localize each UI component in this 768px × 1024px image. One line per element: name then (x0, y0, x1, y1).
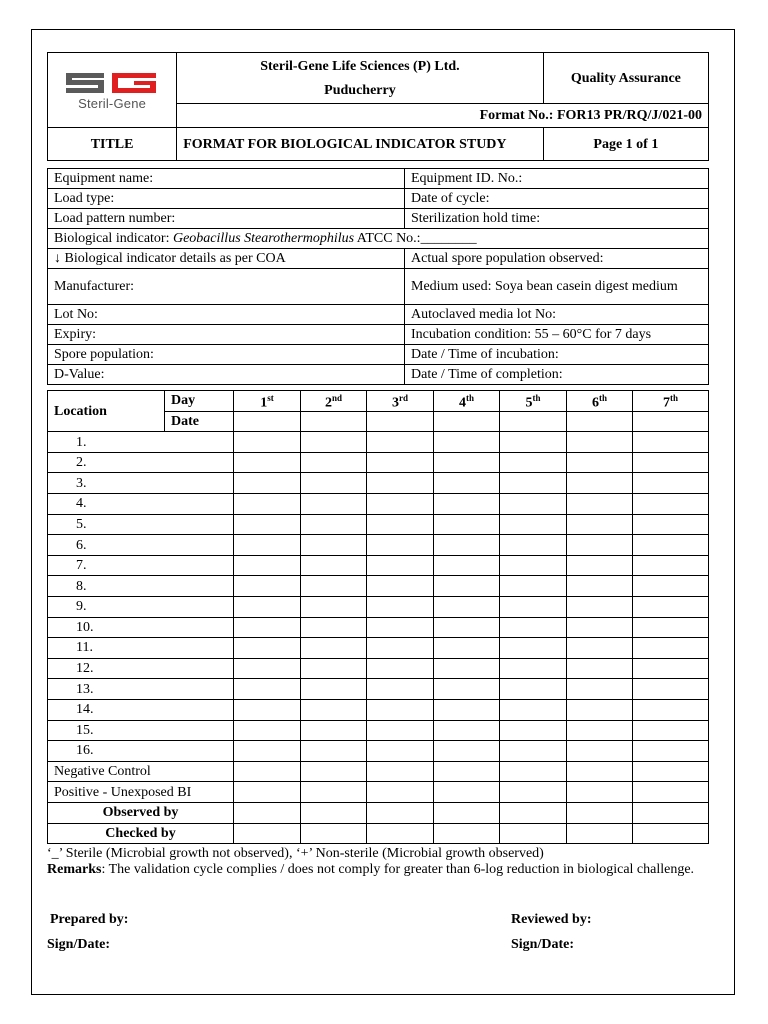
result-cell[interactable] (234, 617, 301, 638)
location-number: 8. (48, 576, 234, 597)
location-header: Location (48, 391, 165, 432)
result-cell[interactable] (234, 597, 301, 618)
date-cell[interactable] (633, 411, 709, 432)
result-cell[interactable] (434, 576, 500, 597)
incubation-time-field[interactable]: Date / Time of incubation: (405, 345, 709, 365)
result-cell[interactable] (633, 597, 709, 618)
location-row (48, 741, 709, 762)
result-cell[interactable] (367, 597, 434, 618)
result-cell[interactable] (434, 597, 500, 618)
result-cell[interactable] (367, 761, 434, 782)
bi-organism: Geobacillus Stearothermophilus (172, 231, 355, 246)
signature-cell[interactable] (434, 823, 500, 844)
result-cell[interactable] (567, 658, 633, 679)
date-cell[interactable] (234, 411, 301, 432)
date-cell[interactable] (500, 411, 567, 432)
result-cell[interactable] (234, 473, 301, 494)
result-cell[interactable] (567, 514, 633, 535)
result-cell[interactable] (567, 782, 633, 803)
result-cell[interactable] (367, 494, 434, 515)
result-cell[interactable] (367, 555, 434, 576)
location-row (48, 638, 709, 659)
result-cell[interactable] (434, 679, 500, 700)
signature-cell[interactable] (234, 802, 301, 823)
result-cell[interactable] (500, 782, 567, 803)
signature-cell[interactable] (367, 823, 434, 844)
legend-text: ‘_’ Sterile (Microbial growth not observed), ‘+’ Non-sterile (Microbial growth observed) (47, 846, 544, 861)
location-row (48, 617, 709, 638)
signature-cell[interactable] (234, 823, 301, 844)
result-cell[interactable] (567, 597, 633, 618)
date-cell[interactable] (301, 411, 367, 432)
result-cell[interactable] (500, 720, 567, 741)
result-cell[interactable] (633, 782, 709, 803)
day-7-header: 7th (633, 391, 709, 412)
title-label: TITLE (48, 128, 177, 161)
result-cell[interactable] (500, 761, 567, 782)
result-cell[interactable] (567, 535, 633, 556)
sign-date-left: Sign/Date: (47, 937, 110, 952)
location-row (48, 658, 709, 679)
lot-no-field[interactable]: Lot No: (48, 305, 405, 325)
result-cell[interactable] (301, 638, 367, 659)
result-cell[interactable] (367, 473, 434, 494)
location-number: 5. (48, 514, 234, 535)
signature-cell[interactable] (567, 802, 633, 823)
location-number: 6. (48, 535, 234, 556)
result-cell[interactable] (234, 494, 301, 515)
result-cell[interactable] (633, 473, 709, 494)
location-number: 7. (48, 555, 234, 576)
result-cell[interactable] (567, 576, 633, 597)
result-cell[interactable] (301, 720, 367, 741)
result-cell[interactable] (301, 452, 367, 473)
location-number: 1. (48, 432, 234, 453)
bi-atcc: ATCC No.:________ (354, 231, 477, 246)
autoclaved-lot-field[interactable]: Autoclaved media lot No: (405, 305, 709, 325)
result-cell[interactable] (567, 638, 633, 659)
result-cell[interactable] (633, 699, 709, 720)
result-cell[interactable] (367, 741, 434, 762)
result-cell[interactable] (633, 432, 709, 453)
result-cell[interactable] (367, 576, 434, 597)
result-cell[interactable] (500, 576, 567, 597)
result-cell[interactable] (234, 720, 301, 741)
result-cell[interactable] (367, 679, 434, 700)
result-cell[interactable] (633, 535, 709, 556)
location-number: 16. (48, 741, 234, 762)
result-cell[interactable] (500, 514, 567, 535)
result-cell[interactable] (567, 741, 633, 762)
result-cell[interactable] (367, 658, 434, 679)
result-cell[interactable] (234, 555, 301, 576)
location-number: 14. (48, 699, 234, 720)
signature-cell[interactable] (434, 802, 500, 823)
medium-used-field[interactable]: Medium used: Soya bean casein digest medium (405, 269, 709, 305)
bi-label: Biological indicator: (54, 231, 173, 246)
remarks-label: Remarks (47, 862, 102, 877)
result-cell[interactable] (301, 494, 367, 515)
result-cell[interactable] (234, 432, 301, 453)
result-cell[interactable] (434, 494, 500, 515)
result-cell[interactable] (367, 452, 434, 473)
result-cell[interactable] (301, 576, 367, 597)
format-number: Format No.: FOR13 PR/RQ/J/021-00 (177, 104, 709, 128)
result-cell[interactable] (367, 782, 434, 803)
spore-population-field[interactable]: Spore population: (48, 345, 405, 365)
result-cell[interactable] (301, 597, 367, 618)
result-cell[interactable] (434, 720, 500, 741)
result-cell[interactable] (633, 761, 709, 782)
result-cell[interactable] (234, 782, 301, 803)
day-4-header: 4th (434, 391, 500, 412)
negative-control-row (48, 761, 709, 782)
result-cell[interactable] (567, 432, 633, 453)
signature-cell[interactable] (500, 802, 567, 823)
location-row (48, 720, 709, 741)
location-row (48, 514, 709, 535)
signature-cell[interactable] (367, 802, 434, 823)
result-cell[interactable] (633, 720, 709, 741)
company-cell (177, 53, 544, 104)
signature-cell[interactable] (500, 823, 567, 844)
result-cell[interactable] (234, 638, 301, 659)
result-cell[interactable] (633, 741, 709, 762)
positive-control-label: Positive - Unexposed BI (48, 782, 234, 803)
load-type-field[interactable]: Load type: (48, 189, 405, 209)
completion-time-field[interactable]: Date / Time of completion: (405, 365, 709, 385)
result-cell[interactable] (434, 535, 500, 556)
equipment-name-field[interactable]: Equipment name: (48, 169, 405, 189)
day-1-header: 1st (234, 391, 301, 412)
result-cell[interactable] (367, 535, 434, 556)
result-cell[interactable] (633, 555, 709, 576)
result-cell[interactable] (434, 782, 500, 803)
result-cell[interactable] (434, 452, 500, 473)
result-cell[interactable] (434, 699, 500, 720)
observed-by-label: Observed by (48, 802, 234, 823)
result-cell[interactable] (301, 535, 367, 556)
location-number: 11. (48, 638, 234, 659)
result-cell[interactable] (367, 617, 434, 638)
manufacturer-field[interactable]: Manufacturer: (48, 269, 405, 305)
bi-details-label: ↓ Biological indicator details as per COA (48, 249, 405, 269)
result-cell[interactable] (567, 761, 633, 782)
location-number: 15. (48, 720, 234, 741)
prepared-by-label: Prepared by: (50, 912, 129, 927)
result-cell[interactable] (567, 473, 633, 494)
result-cell[interactable] (301, 699, 367, 720)
signature-cell[interactable] (633, 802, 709, 823)
result-cell[interactable] (500, 555, 567, 576)
result-cell[interactable] (500, 617, 567, 638)
day-2-header: 2nd (301, 391, 367, 412)
remarks-text: : The validation cycle complies / does not comply for greater than 6-log reduction in biological challenge. (101, 862, 695, 877)
result-cell[interactable] (434, 617, 500, 638)
logo-cell (48, 53, 177, 128)
result-cell[interactable] (434, 741, 500, 762)
positive-control-row (48, 782, 709, 803)
result-cell[interactable] (500, 741, 567, 762)
result-cell[interactable] (367, 699, 434, 720)
location-number: 12. (48, 658, 234, 679)
signature-cell[interactable] (633, 823, 709, 844)
result-cell[interactable] (500, 679, 567, 700)
location-row (48, 597, 709, 618)
result-cell[interactable] (301, 679, 367, 700)
reviewed-by-label: Reviewed by: (511, 912, 592, 927)
result-cell[interactable] (234, 679, 301, 700)
signature-cell[interactable] (567, 823, 633, 844)
result-cell[interactable] (633, 494, 709, 515)
result-cell[interactable] (301, 473, 367, 494)
result-cell[interactable] (633, 638, 709, 659)
day-3-header: 3rd (367, 391, 434, 412)
result-cell[interactable] (633, 658, 709, 679)
result-cell[interactable] (301, 658, 367, 679)
sign-date-right: Sign/Date: (511, 937, 574, 952)
result-cell[interactable] (633, 617, 709, 638)
result-cell[interactable] (500, 658, 567, 679)
expiry-field[interactable]: Expiry: (48, 325, 405, 345)
result-cell[interactable] (567, 679, 633, 700)
result-cell[interactable] (434, 638, 500, 659)
result-cell[interactable] (500, 597, 567, 618)
result-cell[interactable] (301, 617, 367, 638)
remarks (47, 862, 707, 878)
result-cell[interactable] (567, 555, 633, 576)
result-cell[interactable] (234, 535, 301, 556)
result-cell[interactable] (367, 432, 434, 453)
location-number: 9. (48, 597, 234, 618)
result-cell[interactable] (500, 452, 567, 473)
result-cell[interactable] (633, 576, 709, 597)
date-cell[interactable] (567, 411, 633, 432)
signature-cell[interactable] (301, 823, 367, 844)
date-of-cycle-field[interactable]: Date of cycle: (405, 189, 709, 209)
actual-spore-field[interactable]: Actual spore population observed: (405, 249, 709, 269)
department-cell: Quality Assurance (543, 53, 708, 104)
biological-indicator-field[interactable] (48, 229, 709, 249)
result-cell[interactable] (434, 658, 500, 679)
location-number: 4. (48, 494, 234, 515)
result-cell[interactable] (434, 473, 500, 494)
day-5-header: 5th (500, 391, 567, 412)
result-cell[interactable] (500, 473, 567, 494)
document-title: FORMAT FOR BIOLOGICAL INDICATOR STUDY (177, 128, 544, 161)
result-cell[interactable] (567, 699, 633, 720)
result-cell[interactable] (500, 432, 567, 453)
result-cell[interactable] (301, 432, 367, 453)
location-number: 10. (48, 617, 234, 638)
result-cell[interactable] (301, 555, 367, 576)
result-cell[interactable] (500, 638, 567, 659)
result-cell[interactable] (434, 761, 500, 782)
location-number: 13. (48, 679, 234, 700)
result-cell[interactable] (234, 452, 301, 473)
result-cell[interactable] (301, 514, 367, 535)
date-cell[interactable] (367, 411, 434, 432)
date-header: Date (165, 411, 234, 432)
result-cell[interactable] (434, 432, 500, 453)
page-number: Page 1 of 1 (543, 128, 708, 161)
location-number: 3. (48, 473, 234, 494)
result-cell[interactable] (234, 658, 301, 679)
company-logo (48, 53, 176, 127)
logo-text: Steril-Gene (78, 96, 147, 111)
load-pattern-field[interactable]: Load pattern number: (48, 209, 405, 229)
result-cell[interactable] (567, 494, 633, 515)
result-cell[interactable] (234, 514, 301, 535)
location-row (48, 555, 709, 576)
checked-by-row (48, 823, 709, 844)
result-cell[interactable] (367, 514, 434, 535)
sg-logo-icon (64, 69, 160, 95)
location-row (48, 432, 709, 453)
checked-by-label: Checked by (48, 823, 234, 844)
observed-by-row (48, 802, 709, 823)
equipment-id-field[interactable]: Equipment ID. No.: (405, 169, 709, 189)
signature-cell[interactable] (301, 802, 367, 823)
location-row (48, 494, 709, 515)
result-cell[interactable] (434, 514, 500, 535)
location-row (48, 473, 709, 494)
result-cell[interactable] (633, 514, 709, 535)
result-cell[interactable] (301, 761, 367, 782)
result-cell[interactable] (301, 782, 367, 803)
observation-table (47, 390, 709, 844)
result-cell[interactable] (500, 699, 567, 720)
result-cell[interactable] (633, 679, 709, 700)
result-cell[interactable] (567, 617, 633, 638)
location-row (48, 576, 709, 597)
location-row (48, 535, 709, 556)
date-cell[interactable] (434, 411, 500, 432)
result-cell[interactable] (301, 741, 367, 762)
result-cell[interactable] (367, 638, 434, 659)
result-cell[interactable] (234, 741, 301, 762)
day-header: Day (165, 391, 234, 412)
result-cell[interactable] (633, 452, 709, 473)
company-city: Puducherry (324, 82, 396, 98)
result-cell[interactable] (234, 576, 301, 597)
location-row (48, 452, 709, 473)
incubation-condition-field[interactable]: Incubation condition: 55 – 60°C for 7 days (405, 325, 709, 345)
result-cell[interactable] (500, 494, 567, 515)
company-name: Steril-Gene Life Sciences (P) Ltd. (260, 58, 460, 74)
result-cell[interactable] (367, 720, 434, 741)
day-6-header: 6th (567, 391, 633, 412)
result-cell[interactable] (567, 452, 633, 473)
info-table (47, 168, 709, 385)
result-cell[interactable] (234, 761, 301, 782)
location-row (48, 679, 709, 700)
d-value-field[interactable]: D-Value: (48, 365, 405, 385)
location-row (48, 699, 709, 720)
result-cell[interactable] (434, 555, 500, 576)
result-cell[interactable] (500, 535, 567, 556)
result-cell[interactable] (567, 720, 633, 741)
negative-control-label: Negative Control (48, 761, 234, 782)
location-number: 2. (48, 452, 234, 473)
result-cell[interactable] (234, 699, 301, 720)
hold-time-field[interactable]: Sterilization hold time: (405, 209, 709, 229)
document-header (47, 52, 709, 161)
